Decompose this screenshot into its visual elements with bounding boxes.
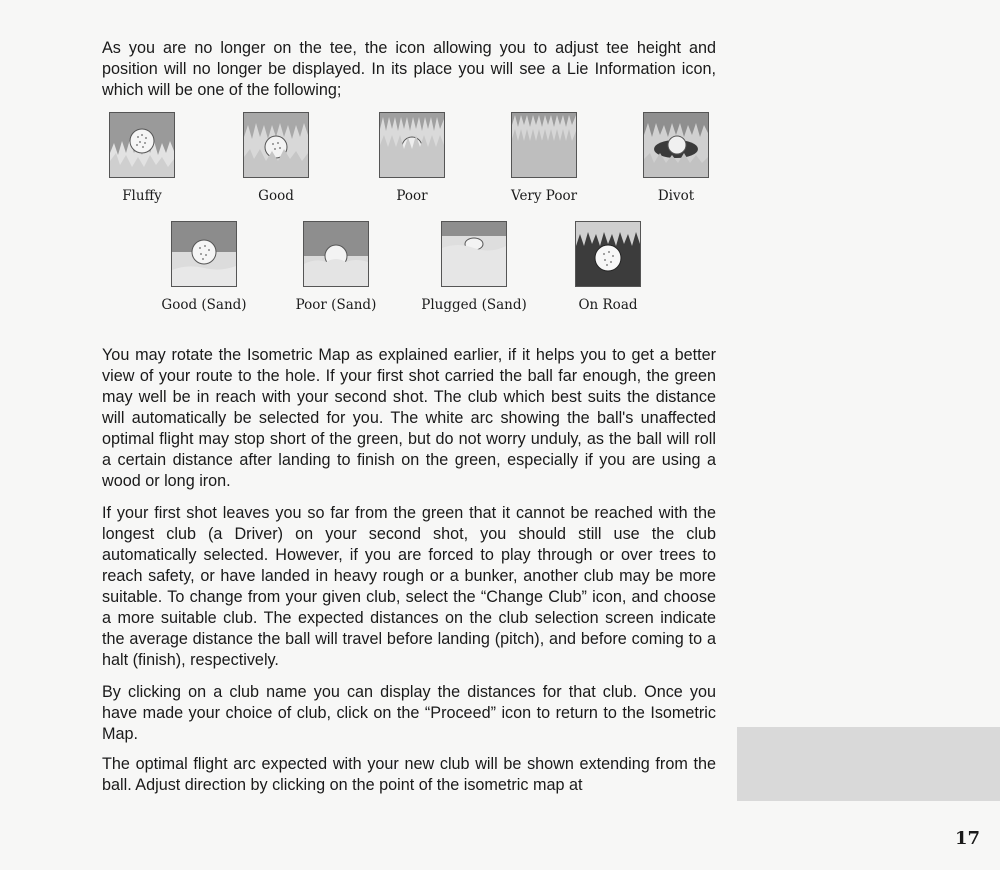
grey-side-band: [737, 727, 1000, 801]
club-name-paragraph: By clicking on a club name you can display the distances for that club. Once you have made your choice of club, click on the “Proceed” icon to return to the Isometric Map.: [102, 683, 716, 743]
lie-label: On Road: [578, 297, 638, 313]
lie-item-poor: [352, 112, 472, 204]
good-sand-lie-icon: [171, 221, 237, 287]
lie-label: Good: [258, 188, 294, 204]
lie-item-fluffy: [82, 112, 202, 204]
lie-item-very-poor: [484, 112, 604, 204]
lie-icon-grid: [0, 0, 1000, 340]
lie-item-poor-sand: [276, 221, 396, 313]
lie-label: Poor: [396, 188, 428, 204]
fluffy-lie-icon: [109, 112, 175, 178]
intro-paragraph: As you are no longer on the tee, the icon allowing you to adjust tee height and position will no longer be displayed. In its place you will see a Lie Information icon, which will be one of the following;: [102, 39, 716, 99]
lie-item-good: [216, 112, 336, 204]
lie-label: Very Poor: [510, 188, 578, 204]
poor-lie-icon: [379, 112, 445, 178]
very-poor-lie-icon: [511, 112, 577, 178]
lie-label: Plugged (Sand): [421, 297, 527, 313]
lie-item-on-road: [548, 221, 668, 313]
divot-lie-icon: [643, 112, 709, 178]
flight-arc-paragraph: The optimal flight arc expected with your new club will be shown extending from the ball. Adjust direction by clicking on the point of the isometric map at: [102, 755, 716, 794]
lie-label: Divot: [657, 188, 695, 204]
on-road-lie-icon: [575, 221, 641, 287]
lie-label: Poor (Sand): [295, 297, 377, 313]
plugged-sand-lie-icon: [441, 221, 507, 287]
rotate-map-paragraph: You may rotate the Isometric Map as explained earlier, if it helps you to get a better view of your route to the hole. If your first shot carried the ball far enough, the green may well be in reach with your second shot. The club which best suits the distance will automatically be selected for you. The white arc showing the ball's unaffected optimal flight may stop short of the green, but do not worry unduly, as the ball will roll a certain distance after landing to finish on the green, especially if you are using a wood or long iron.: [102, 346, 716, 490]
lie-label: Fluffy: [122, 188, 162, 204]
lie-item-good-sand: [144, 221, 264, 313]
poor-sand-lie-icon: [303, 221, 369, 287]
lie-item-divot: [616, 112, 736, 204]
lie-item-plugged-sand: [414, 221, 534, 313]
page-number: 17: [954, 828, 980, 849]
change-club-paragraph: If your first shot leaves you so far from the green that it cannot be reached with the longest club (a Driver) on your second shot, you should still use the club automatically selected. However, if you are forced to play through or over trees to reach safety, or have landed in heavy rough or a bunker, another club may be more suitable. To change from your given club, select the “Change Club” icon, and choose a more suitable club. The expected distances on the club selection screen indicate the average distance the ball will travel before landing (pitch), and before coming to a halt (finish), respectively.: [102, 504, 716, 669]
good-lie-icon: [243, 112, 309, 178]
lie-label: Good (Sand): [161, 297, 247, 313]
